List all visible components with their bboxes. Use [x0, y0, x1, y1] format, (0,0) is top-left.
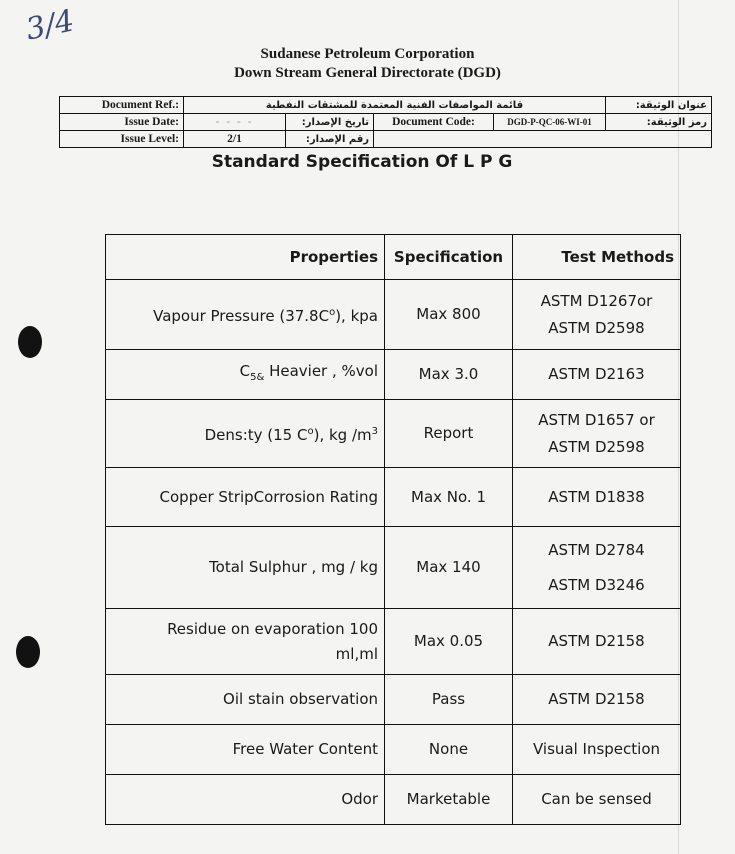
table-row: [106, 400, 681, 468]
table-row: [106, 725, 681, 775]
organization-name: Sudanese Petroleum Corporation: [260, 46, 475, 62]
test-method-cell: [513, 400, 681, 468]
property-cell: [106, 350, 385, 400]
table-row: [106, 527, 681, 609]
table-row: [106, 468, 681, 527]
property-text-suffix: ), kpa: [335, 307, 378, 325]
test-method-cell: Visual Inspection: [513, 725, 681, 775]
test-method-line: ASTM D2598: [548, 318, 645, 337]
issue-level-label: Issue Level:: [60, 131, 184, 148]
header-properties: Properties: [106, 235, 385, 280]
property-superscript: o: [329, 307, 336, 318]
specification-cell: Max 3.0: [385, 350, 513, 400]
property-cell: [106, 400, 385, 468]
doc-ref-label: Document Ref.:: [60, 97, 184, 114]
property-cell: Total Sulphur , mg / kg: [106, 527, 385, 609]
directorate-name: Down Stream General Directorate (DGD): [234, 65, 501, 81]
specification-cell: Pass: [385, 675, 513, 725]
issue-level-value: 2/1: [184, 131, 286, 148]
issue-date-label: Issue Date:: [60, 114, 184, 131]
lpg-spec-table: [105, 234, 681, 825]
property-text-line2: ml,ml: [335, 644, 378, 663]
doc-code-label-arabic: رمز الوثيقة:: [606, 114, 712, 131]
property-prefix: C: [239, 362, 251, 380]
property-cell: Free Water Content: [106, 725, 385, 775]
test-method-line: ASTM D1267or: [540, 291, 653, 310]
doc-title-arabic: قائمة المواصفات الفنية المعتمدة للمشتقات النفطية: [184, 97, 606, 114]
issue-date-value: - - - -: [184, 114, 286, 131]
property-cell: Odor: [106, 775, 385, 825]
doc-code-value: DGD-P-QC-06-WI-01: [494, 114, 606, 131]
property-text: Heavier , %vol: [264, 362, 378, 380]
test-method-cell: ASTM D2158: [513, 609, 681, 675]
issue-level-label-arabic: رقم الإصدار:: [286, 131, 374, 148]
table-row: [106, 775, 681, 825]
doc-title-label-arabic: عنوان الوثيقة:: [606, 97, 712, 114]
header-empty-cell: [374, 131, 712, 148]
test-method-line: ASTM D1657 or: [538, 410, 655, 429]
test-method-line: ASTM D3246: [548, 575, 645, 594]
doc-code-label: Document Code:: [374, 114, 494, 131]
property-text-suffix: ), kg /m: [313, 426, 372, 444]
property-text: Dens:ty (15 C: [204, 426, 308, 444]
punch-hole-top: [18, 326, 42, 358]
test-method-line: ASTM D2784: [548, 540, 645, 559]
table-row: [106, 609, 681, 675]
header-row-issue-date: [60, 114, 712, 131]
property-text: Vapour Pressure (37.8C: [153, 307, 330, 325]
header-row-issue-level: [60, 131, 712, 148]
test-method-cell: ASTM D1838: [513, 468, 681, 527]
specification-cell: Max 800: [385, 280, 513, 350]
specification-cell: Max No. 1: [385, 468, 513, 527]
specification-cell: Max 140: [385, 527, 513, 609]
test-method-cell: ASTM D2163: [513, 350, 681, 400]
specification-cell: Marketable: [385, 775, 513, 825]
test-method-cell: ASTM D2158: [513, 675, 681, 725]
property-subscript: 5&: [250, 372, 265, 383]
document-header-table: [59, 96, 712, 148]
specification-cell: Max 0.05: [385, 609, 513, 675]
property-cell: Copper StripCorrosion Rating: [106, 468, 385, 527]
property-cell: Oil stain observation: [106, 675, 385, 725]
property-superscript: o: [307, 426, 314, 437]
table-row: [106, 280, 681, 350]
punch-hole-bottom: [16, 636, 40, 668]
property-cell: [106, 280, 385, 350]
test-method-cell: [513, 527, 681, 609]
test-method-cell: Can be sensed: [513, 775, 681, 825]
property-text: Residue on evaporation 100: [167, 619, 378, 638]
table-row: [106, 675, 681, 725]
table-row: [106, 350, 681, 400]
property-cell: [106, 609, 385, 675]
header-row-doc-ref: [60, 97, 712, 114]
document-title: Standard Specification Of L P G: [211, 152, 513, 172]
header-test-methods: Test Methods: [513, 235, 681, 280]
property-superscript-2: 3: [371, 426, 378, 437]
specification-cell: None: [385, 725, 513, 775]
specification-cell: Report: [385, 400, 513, 468]
test-method-cell: [513, 280, 681, 350]
handwritten-page-note: 3/4: [22, 3, 78, 48]
issue-date-label-arabic: تاريخ الإصدار:: [286, 114, 374, 131]
table-header-row: [106, 235, 681, 280]
test-method-line: ASTM D2598: [548, 437, 645, 456]
header-specification: Specification: [385, 235, 513, 280]
